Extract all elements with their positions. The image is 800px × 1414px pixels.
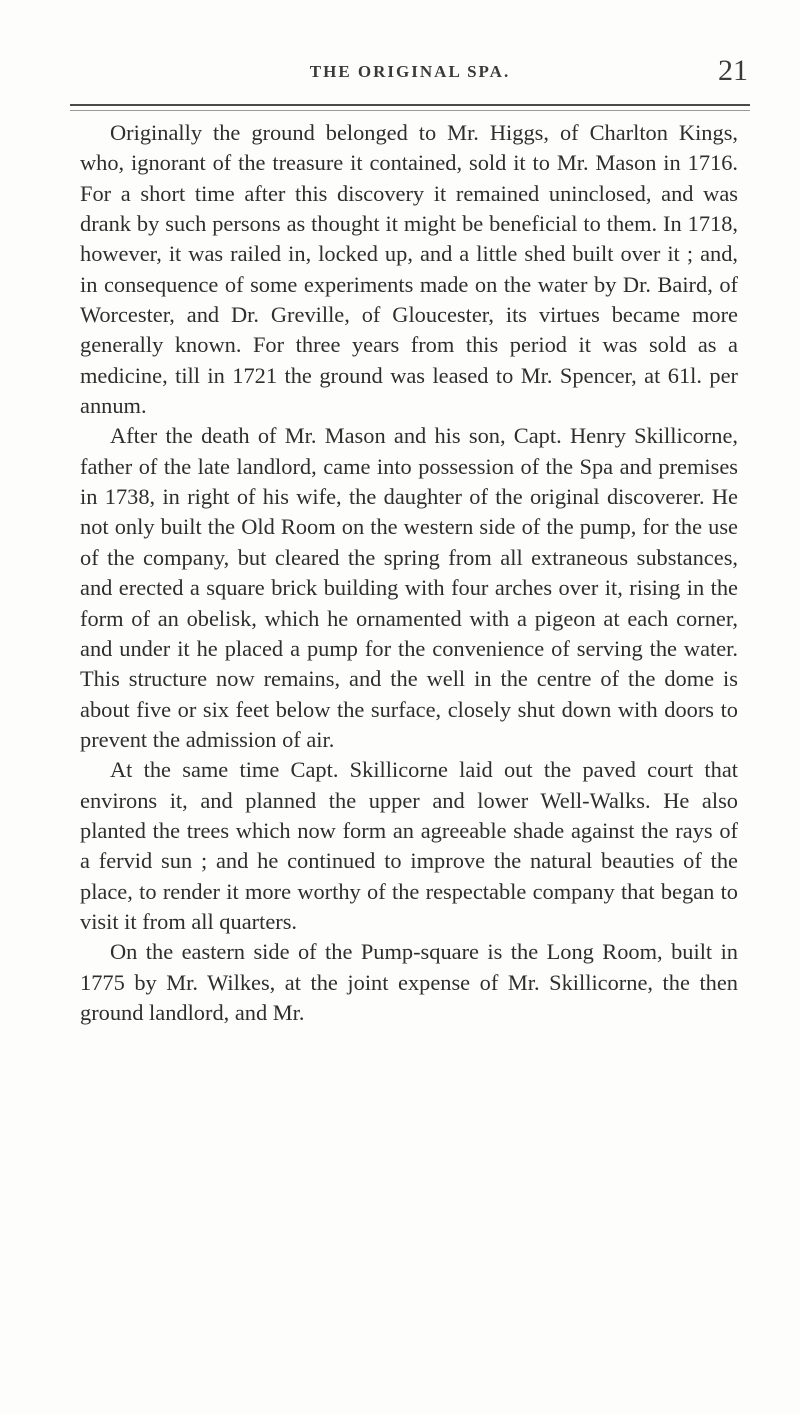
header-rule bbox=[70, 104, 750, 106]
paragraph: At the same time Capt. Skillicorne laid out the paved court that environs it, and planned the upper and lower Well-Walks. He also planted the trees which now form an agreeable shade against the rays of a fervid sun ; and he continued to improve the natural beauties of the place, to render it more worthy of the respectable company that began to visit it from all quarters. bbox=[80, 757, 738, 934]
body-text bbox=[80, 118, 738, 1028]
paragraph: After the death of Mr. Mason and his son, Capt. Henry Skillicorne, father of the late landlord, came into possession of the Spa and premises in 1738, in right of his wife, the daughter of the original discoverer. He not only built the Old Room on the western side of the pump, for the use of the company, but cleared the spring from all extraneous substances, and erected a square brick building with four arches over it, rising in the form of an obelisk, which he ornamented with a pigeon at each corner, and under it he placed a pump for the convenience of serving the water. This structure now remains, and the well in the centre of the dome is about five or six feet below the surface, closely shut down with doors to prevent the admission of air. bbox=[80, 423, 738, 752]
page-number: 21 bbox=[718, 54, 748, 87]
paragraph: On the eastern side of the Pump-square is the Long Room, built in 1775 by Mr. Wilkes, at the joint expense of Mr. Skillicorne, the then ground landlord, and Mr. bbox=[80, 939, 738, 1025]
paragraph: Originally the ground belonged to Mr. Higgs, of Charlton Kings, who, ignorant of the treasure it contained, sold it to Mr. Mason in 1716. For a short time after this discovery it remained uninclosed, and was drank by such persons as thought it might be beneficial to them. In 1718, however, it was railed in, locked up, and a little shed built over it ; and, in consequence of some experiments made on the water by Dr. Baird, of Worcester, and Dr. Greville, of Gloucester, its virtues became more generally known. For three years from this period it was sold as a medicine, till in 1721 the ground was leased to Mr. Spencer, at 61l. per annum. bbox=[80, 120, 738, 419]
header-rule-thin bbox=[70, 110, 750, 111]
running-title: THE ORIGINAL SPA. bbox=[309, 62, 511, 81]
running-head bbox=[70, 54, 750, 98]
